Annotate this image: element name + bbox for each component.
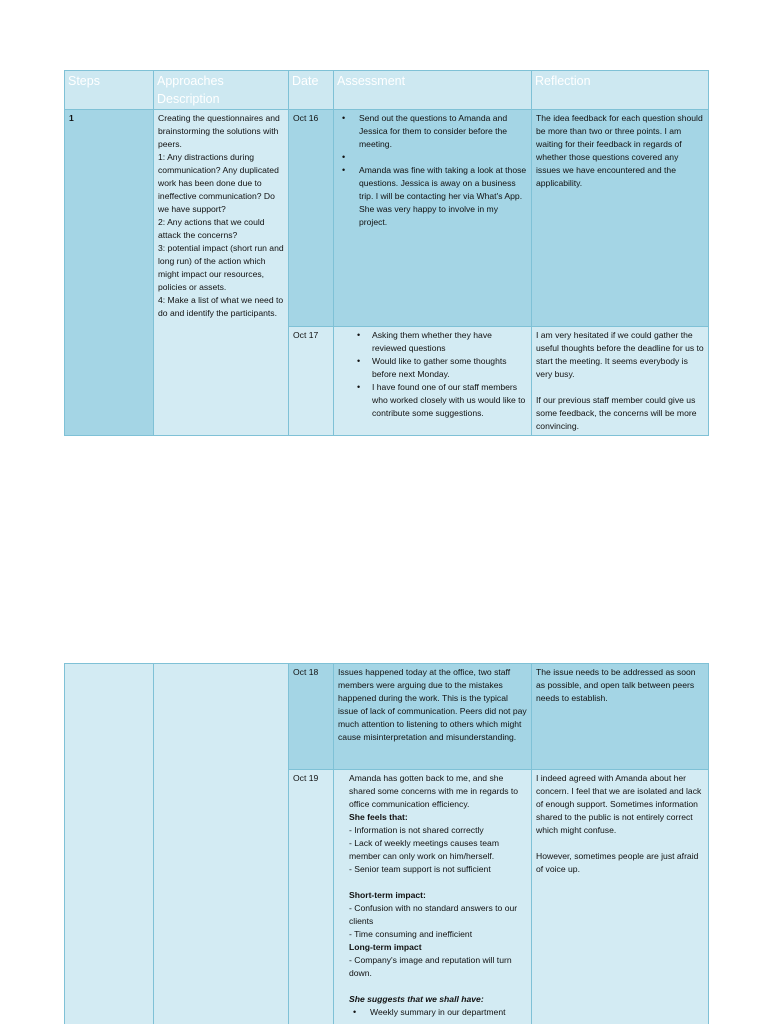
header-date: Date [289,71,334,110]
reflection-cell: The issue needs to be addressed as soon as possible, and open talk between peers needs to establish. [532,664,709,770]
spacer [536,381,704,394]
approach-description: Creating the questionnaires and brainstorming the solutions with peers. 1: Any distractions during communication? Any duplicated work has been done due to ineffective communication? Do we have support? 2: Any actions that we could attack the concerns? 3: potential impact (short run and long run) of the action which might impact our resources, policies or assets. 4: Make a list of what we need to do and identify the participants. [154,110,289,436]
suggest-heading: She suggests that we shall have: [349,994,484,1004]
assessment-intro: Amanda has gotten back to me, and she shared some concerns with me in regards to office communication efficiency. [349,773,519,809]
header-steps: Steps [65,71,154,110]
assessment-cell [334,327,532,436]
suggest-list [349,1006,527,1019]
list-item: - Information is not shared correctly [349,825,484,835]
list-item: • I have found one of our staff members who worked closely with us would like to contribute some suggestions. [338,381,527,420]
table-header-row [65,71,709,110]
reflection-cell [532,770,709,1024]
reflection-cell [532,327,709,436]
short-term-heading: Short-term impact: [349,890,426,900]
date-cell: Oct 18 [289,664,334,770]
list-item: - Time consuming and inefficient [349,929,473,939]
table-row [65,110,709,327]
list-item: • Amanda was fine with taking a look at those questions. Jessica is away on a business trip. I will be contacting her via What's App. She was very happy to involve in my project. [338,164,527,229]
list-item: • Send out the questions to Amanda and Jessica for them to consider before the meeting. [338,112,527,151]
reflection-paragraph: However, sometimes people are just afraid of voice up. [536,851,699,874]
reflection-log-table-2 [64,663,709,1024]
reflection-paragraph: I indeed agreed with Amanda about her concern. I feel that we are isolated and lack of enough support. Sometimes information shared to the public is not entirely correct which might confuse. [536,773,702,835]
header-reflection: Reflection [532,71,709,110]
assessment-cell [334,110,532,327]
step-number: 1 [65,110,154,436]
list-item: • Weekly summary in our department [349,1006,527,1019]
assessment-cell: Issues happened today at the office, two staff members were arguing due to the mistakes happened during the work. This is the typical issue of lack of communication. Peers did not pay much attention to listening to others which might cause misinterpretation and misunderstanding. [334,664,532,770]
reflection-paragraph: I am very hesitated if we could gather the useful thoughts before the deadline for us to start the meeting. It seems everybody is very busy. [536,330,704,379]
table-row [65,664,709,770]
reflection-cell: The idea feedback for each question should be more than two or three points. I am waiting for their feedback in regards of whether those questions covered any issues we have encountered and the applicability. [532,110,709,327]
list-item: - Company's image and reputation will turn down. [349,955,512,978]
list-item: • Asking them whether they have reviewed questions [338,329,527,355]
spacer [349,876,527,889]
list-item: - Confusion with no standard answers to our clients [349,903,518,926]
list-item: - Lack of weekly meetings causes team member can only work on him/herself. [349,838,499,861]
feels-heading: She feels that: [349,812,408,822]
assessment-list [338,112,527,229]
header-approaches: Approaches Description [154,71,289,110]
date-cell: Oct 19 [289,770,334,1024]
header-assessment: Assessment [334,71,532,110]
date-cell: Oct 16 [289,110,334,327]
list-item: • Would like to gather some thoughts before next Monday. [338,355,527,381]
list-spacer [338,151,527,164]
spacer [536,837,704,850]
list-item: - Senior team support is not sufficient [349,864,491,874]
assessment-list [338,329,527,420]
approach-cell [154,664,289,1024]
long-term-heading: Long-term impact [349,942,422,952]
step-cell [65,664,154,1024]
reflection-paragraph: If our previous staff member could give us some feedback, the concerns will be more convincing. [536,395,697,431]
date-cell: Oct 17 [289,327,334,436]
reflection-log-table-1 [64,70,709,436]
assessment-cell [334,770,532,1024]
spacer [349,980,527,993]
